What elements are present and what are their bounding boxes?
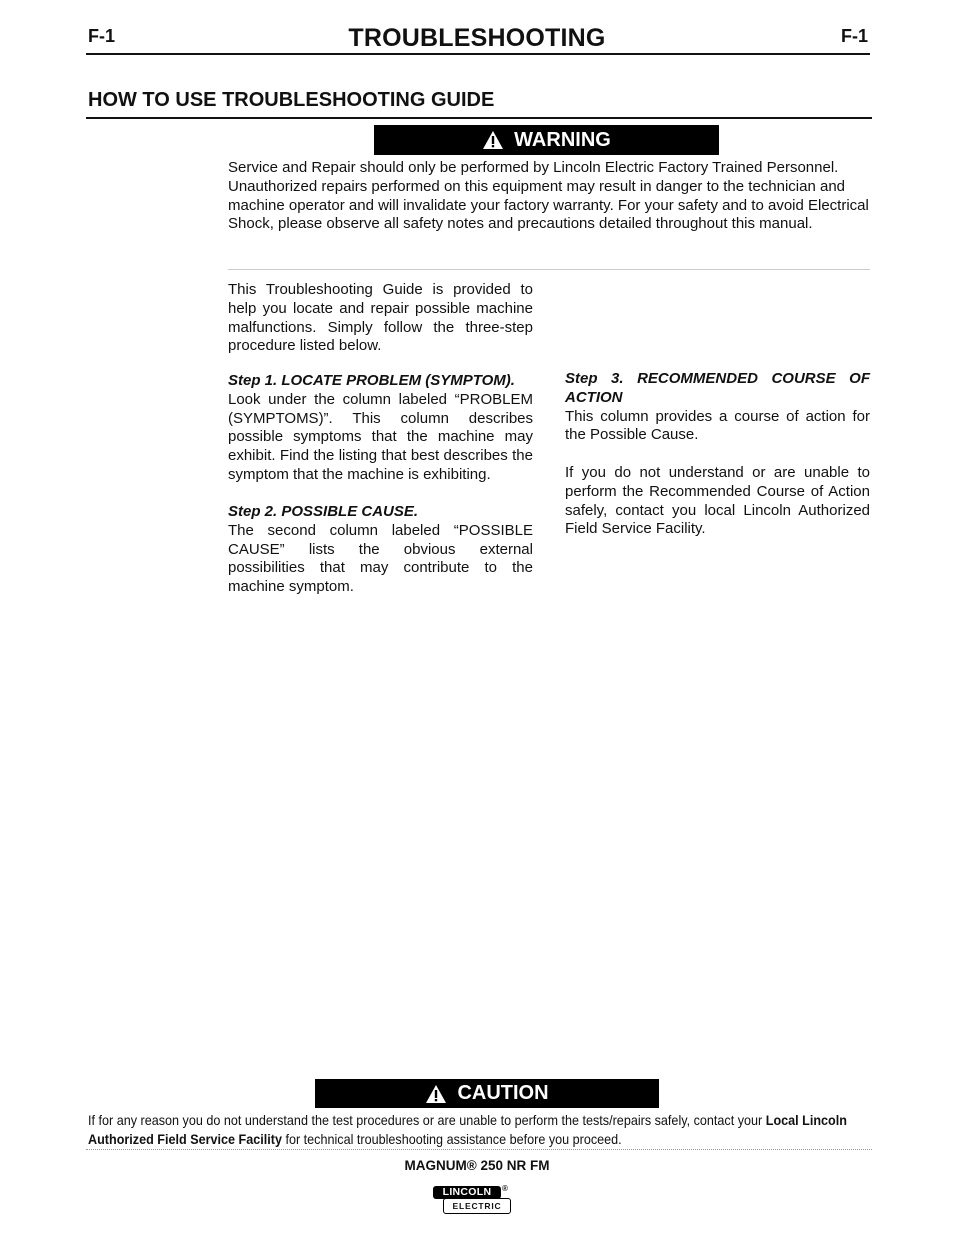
step-2	[228, 503, 533, 597]
warning-triangle-icon	[425, 1084, 447, 1104]
caution-text-part2: for technical troubleshooting assistance before you proceed.	[281, 1130, 622, 1147]
page-code-left: F-1	[88, 26, 115, 46]
divider	[228, 269, 870, 270]
logo-registered: ®	[502, 1184, 508, 1193]
step-2-body: The second column labeled “POSSIBLE CAUSE” lists the obvious external possibilities that may contribute to the machine symptom.	[228, 521, 533, 596]
section-rule	[86, 117, 872, 119]
step-2-heading: Step 2. POSSIBLE CAUSE.	[228, 503, 419, 520]
intro-text: This Troubleshooting Guide is provided to help you locate and repair possible machine malfunctions. Simply follow the three-step procedure listed below.	[228, 281, 533, 355]
caution-label: CAUTION	[457, 1082, 549, 1104]
caution-text-part1: If for any reason you do not understand the test procedures or are unable to perform the tests/repairs safely, contact your	[88, 1112, 766, 1128]
step-1-heading: Step 1. LOCATE PROBLEM (SYMPTOM).	[228, 372, 515, 389]
warning-triangle-icon	[482, 130, 504, 150]
lincoln-electric-logo	[433, 1186, 513, 1216]
warning-text: Service and Repair should only be performed by Lincoln Electric Factory Trained Personnel. Unauthorized repairs performed on this equipment may result in danger to the technician and machine operator and will invalidate your factory warranty. For your safety and to avoid Electrical Shock, please observe all safety notes and precautions detailed throughout this manual.	[228, 159, 869, 233]
caution-text	[88, 1111, 874, 1148]
page-title: TROUBLESHOOTING	[348, 24, 606, 52]
caution-banner	[315, 1079, 659, 1108]
caution-text-bold: Local Lincoln Authorized Field Service Facility	[88, 1112, 847, 1147]
page-code-right: F-1	[841, 26, 868, 46]
warning-banner	[374, 125, 719, 155]
step-3-heading: Step 3. RECOMMENDED COURSE OF ACTION	[565, 370, 870, 406]
step-3	[565, 370, 870, 539]
logo-top: LINCOLN	[433, 1186, 501, 1199]
header-rule	[86, 53, 870, 55]
logo-bottom: ELECTRIC	[443, 1198, 511, 1214]
step-1	[228, 372, 533, 485]
step-1-body: Look under the column labeled “PROBLEM (SYMPTOMS)”. This column describes possible symptoms that the machine may exhibit. Find the listing that best describes the symptom that the machine is exhibiting.	[228, 390, 533, 483]
step-3-body2: If you do not understand or are unable to perform the Recommended Course of Action safely, contact you local Lincoln Authorized Field Service Facility.	[565, 463, 870, 538]
model-name: MAGNUM® 250 NR FM	[404, 1158, 550, 1173]
footer-rule	[86, 1149, 872, 1150]
step-3-body: This column provides a course of action for the Possible Cause.	[565, 407, 870, 444]
warning-label: WARNING	[514, 128, 611, 151]
section-title: HOW TO USE TROUBLESHOOTING GUIDE	[88, 89, 495, 111]
